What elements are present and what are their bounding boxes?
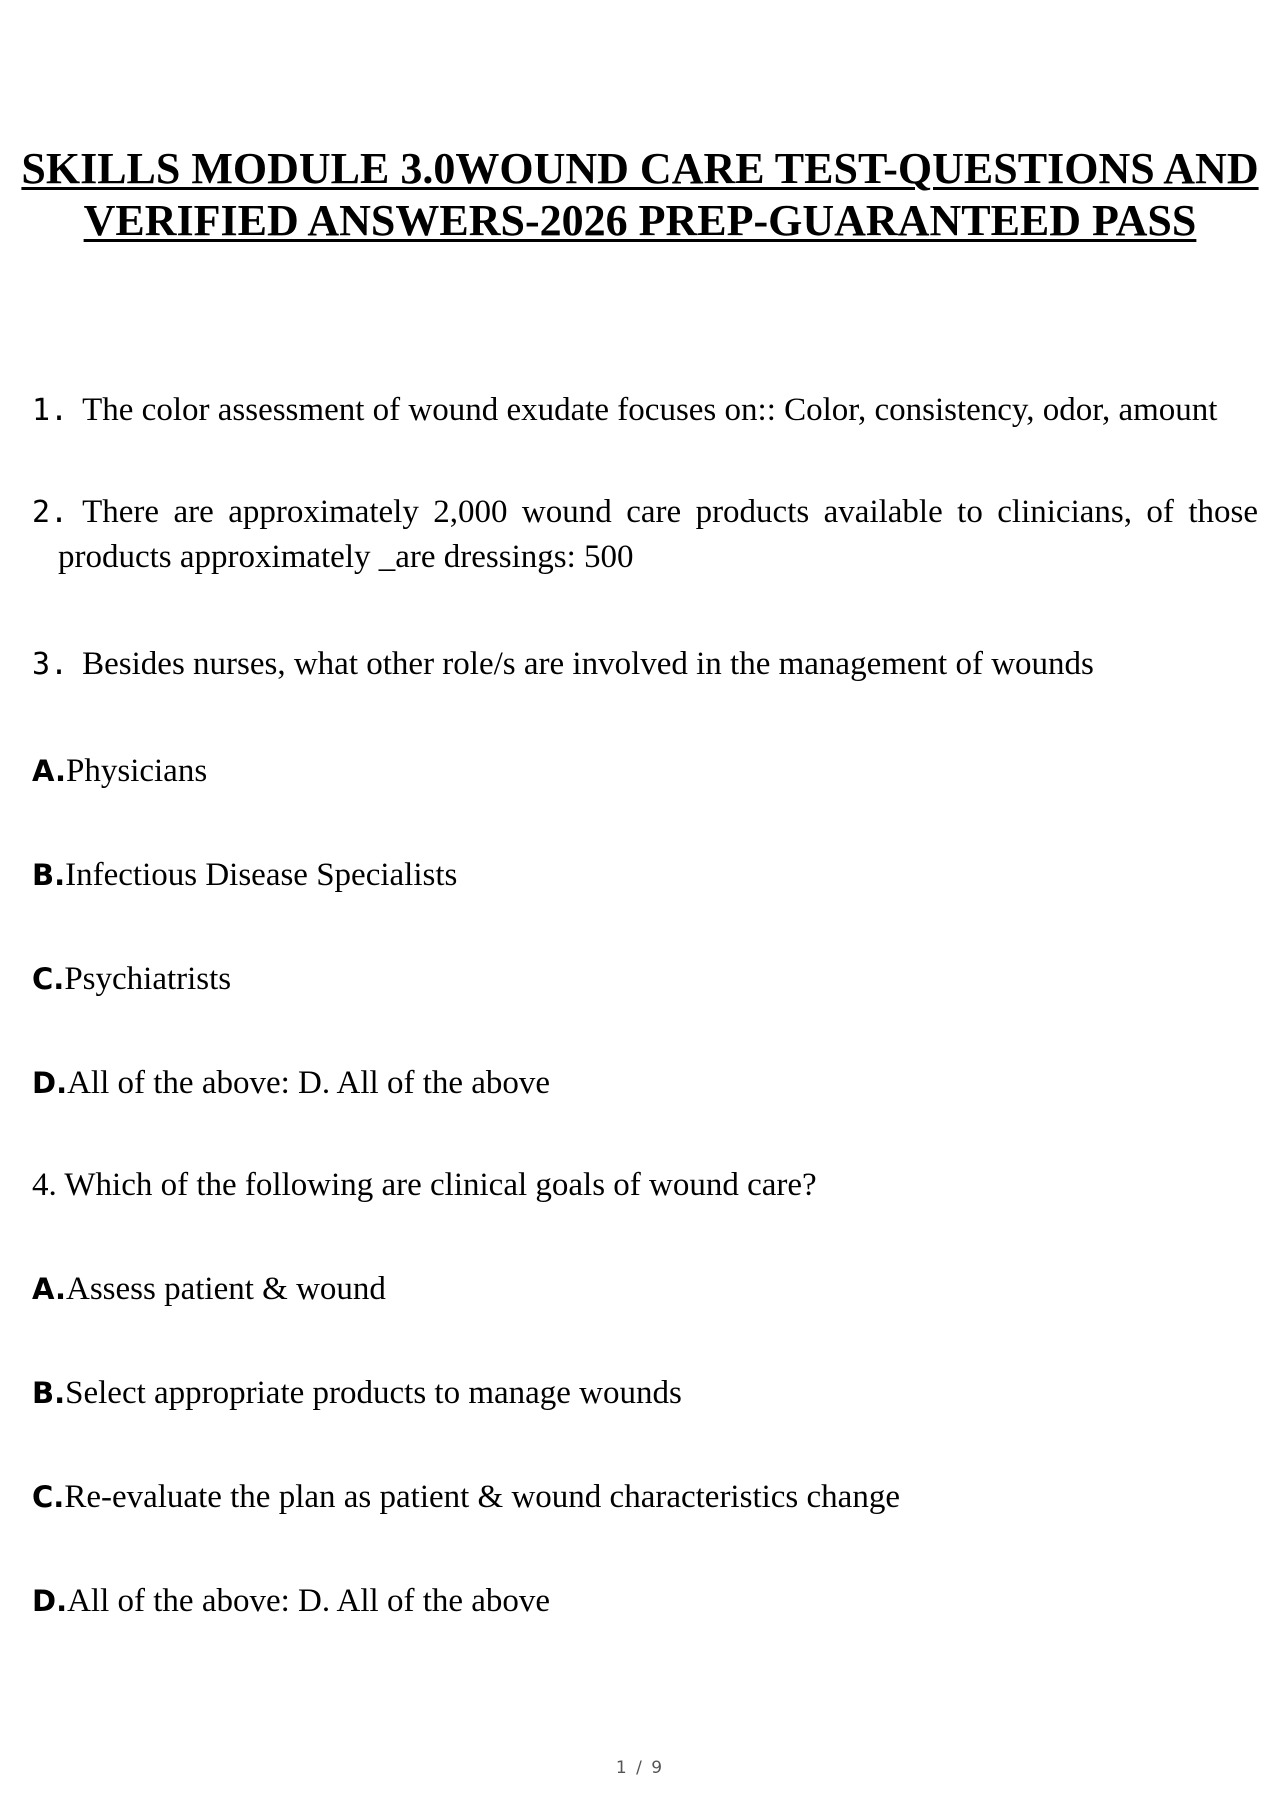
option-text: Select appropriate products to manage wounds <box>65 1375 682 1411</box>
option-d <box>32 1579 550 1623</box>
option-c <box>32 957 231 1001</box>
option-letter: C. <box>32 962 65 996</box>
question-4 <box>32 1163 817 1207</box>
question-number: 1. <box>32 393 69 428</box>
question-2-line-2: products approximately _are dressings: 500 <box>58 539 634 575</box>
option-letter: A. <box>32 1272 66 1306</box>
option-letter: D. <box>32 1066 68 1100</box>
option-letter: A. <box>32 754 66 788</box>
question-number: 2. <box>32 495 69 530</box>
question-1 <box>32 388 1217 433</box>
option-c <box>32 1475 900 1519</box>
question-text: There are approximately 2,000 wound care products available to clinicians, of those <box>82 494 1258 530</box>
title-line-2: VERIFIED ANSWERS-2026 PREP-GUARANTEED PASS <box>83 196 1197 245</box>
question-text: The color assessment of wound exudate focuses on:: Color, consistency, odor, amount <box>82 392 1218 428</box>
question-3 <box>32 642 1094 687</box>
option-text: Psychiatrists <box>64 961 232 997</box>
option-letter: B. <box>32 1376 66 1410</box>
question-text: Besides nurses, what other role/s are involved in the management of wounds <box>82 646 1094 682</box>
option-text: Assess patient & wound <box>66 1271 386 1307</box>
option-text: All of the above: D. All of the above <box>67 1583 551 1619</box>
option-letter: B. <box>32 858 66 892</box>
option-b <box>32 1371 682 1415</box>
title-line-1: SKILLS MODULE 3.0WOUND CARE TEST-QUESTIONS AND <box>21 144 1259 193</box>
option-a <box>32 1267 386 1311</box>
page-title <box>0 143 1280 247</box>
option-d <box>32 1061 550 1105</box>
question-2-line-1 <box>32 490 1258 535</box>
option-b <box>32 853 457 897</box>
option-text: Infectious Disease Specialists <box>65 857 458 893</box>
option-a <box>32 749 207 793</box>
question-2 <box>32 490 1258 579</box>
question-text: 4. Which of the following are clinical goals of wound care? <box>32 1167 817 1203</box>
option-text: Physicians <box>66 753 208 789</box>
option-text: Re-evaluate the plan as patient & wound characteristics change <box>64 1479 900 1515</box>
option-letter: D. <box>32 1584 68 1618</box>
option-text: All of the above: D. All of the above <box>67 1065 551 1101</box>
option-letter: C. <box>32 1480 65 1514</box>
question-number: 3. <box>32 647 69 682</box>
page-indicator: 1 / 9 <box>615 1758 665 1778</box>
